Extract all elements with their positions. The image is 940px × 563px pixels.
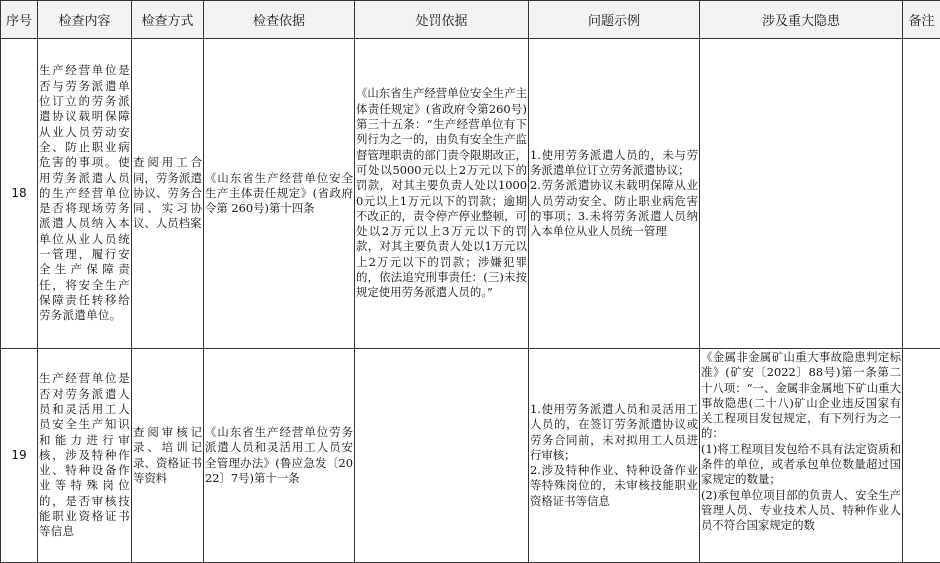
table-row xyxy=(1,39,940,349)
check-basis-text: 《山东省生产经营单位劳务派遣人员和灵活用工人员安全管理办法》(鲁应急发〔2022〕7号)第十一条 xyxy=(205,424,353,485)
problem-examples-text: 1.使用劳务派遣人员的，未与劳务派遣单位订立劳务派遣协议； 2.劳务派遣协议未载明保障从业人员劳动安全、防止职业病危害的事项；3.未将劳务派遣人员纳入本单位从业人员统一管理 xyxy=(530,147,698,239)
check-content-cell xyxy=(38,349,132,563)
header-hazard: 涉及重大隐患 xyxy=(700,1,903,39)
header-content: 检查内容 xyxy=(38,1,132,39)
penalty-basis-text: 《山东省生产经营单位安全生产主体责任规定》(省政府令第260号)第三十五条：“生产经营单位有下列行为之一的，由负有安全生产监督管理职责的部门责令限期改正，可处以5000元以上2万元以下的罚款，对其主要负责人处以10000元以上1万元以下的罚款；逾期不改正的，责令停产停业整顿，可处以2万元以上3万元以下的罚款，对其主要负责人处以1万元以上2万元以下的罚款；涉嫌犯罪的，依法追究刑事责任：(三)未按规定使用劳务派遣人员的。” xyxy=(356,86,527,300)
header-penalty: 处罚依据 xyxy=(355,1,529,39)
header-no: 序号 xyxy=(1,1,38,39)
problem-examples-cell xyxy=(529,39,700,349)
penalty-basis-cell xyxy=(355,39,529,349)
problem-examples-text: 1.使用劳务派遣人员和灵活用工人员的，在签订劳务派遣协议或劳务合同前，未对拟用工人员进行审核； 2.涉及特种作业、特种设备作业等特殊岗位的，未审核技能职业资格证书等信息 xyxy=(530,401,698,508)
remark-cell xyxy=(903,39,940,349)
check-method-text: 查阅用工合同，劳务派遣协议、劳务合同、实习协议、人员档案 xyxy=(133,155,202,231)
check-basis-text: 《山东省生产经营单位安全生产主体责任规定》(省政府令第 260号)第十四条 xyxy=(205,170,353,216)
problem-examples-cell xyxy=(529,349,700,563)
check-content-text: 生产经营单位是否对劳务派遣人员和灵活用工人员安全生产知识和能力进行审核，涉及特种作业、特种设备作业等特殊岗位的，是否审核技能职业资格证书等信息 xyxy=(39,371,130,539)
check-basis-cell xyxy=(204,349,355,563)
major-hazard-text: 《金属非金属矿山重大事故隐患判定标准》(矿安〔2022〕88号)第一条第二十八项：“一、金属非金属地下矿山重大事故隐患(二十八)矿山企业违反国家有关工程项目发包规定，有下列行为之一的： (1)将工程项目发包给不具有法定资质和条件的单位，或者承包单位数量超过国家规定的数量； (2)承包单位项目部的负责人、安全生产管理人员、专业技术人员、特种作业人员不符合国家规定的数 xyxy=(701,350,901,533)
row-number: 18 xyxy=(1,39,38,349)
check-method-cell xyxy=(132,39,204,349)
row-number: 19 xyxy=(1,349,38,563)
remark-cell xyxy=(903,349,940,563)
header-method: 检查方式 xyxy=(132,1,204,39)
header-basis: 检查依据 xyxy=(204,1,355,39)
check-basis-cell xyxy=(204,39,355,349)
major-hazard-cell xyxy=(700,39,903,349)
check-method-cell xyxy=(132,349,204,563)
header-examples: 问题示例 xyxy=(529,1,700,39)
check-content-cell xyxy=(38,39,132,349)
header-remark: 备注 xyxy=(903,1,940,39)
check-content-text: 生产经营单位是否与劳务派遣单位订立的劳务派遣协议载明保障从业人员劳动安全、防止职业病危害的事项。使用劳务派遣人员的生产经营单位是否将现场劳务派遣人员纳入本单位从业人员统一管理，履行安全生产保障责任，将安全生产保障责任转移给劳务派遣单位。 xyxy=(39,63,130,323)
penalty-basis-cell xyxy=(355,349,529,563)
major-hazard-cell xyxy=(700,349,903,563)
header-row xyxy=(1,1,940,39)
check-method-text: 查阅审核记录、培训记录、资格证书等资料 xyxy=(133,424,202,485)
table-row xyxy=(1,349,940,563)
